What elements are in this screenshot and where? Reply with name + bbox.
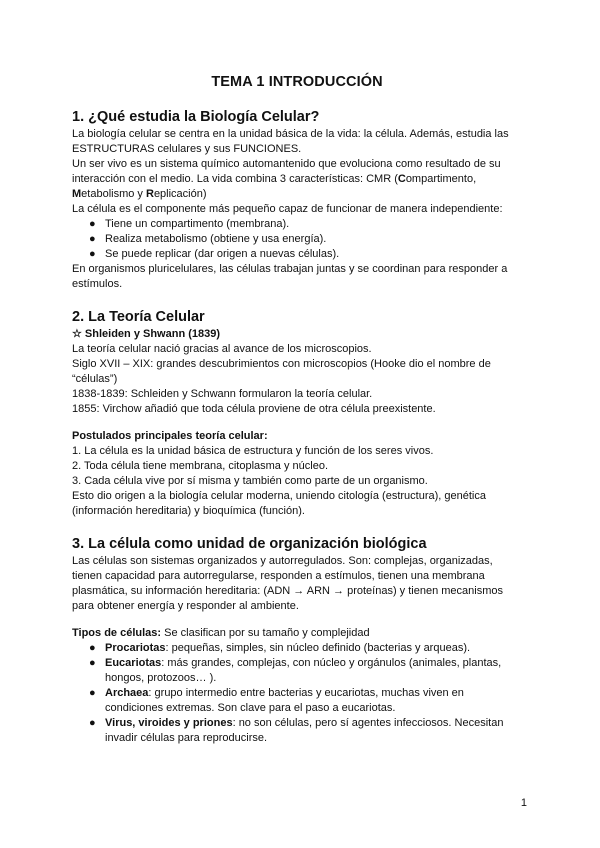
section-2: [72, 308, 522, 519]
document-body: [72, 74, 522, 746]
list-item-text: Tiene un compartimento (membrana).: [105, 218, 290, 230]
s2-line-1: La teoría celular nació gracias al avance de los microscopios.: [72, 343, 372, 355]
list-item: [72, 217, 522, 232]
list-item-text: Se puede replicar (dar origen a nuevas células).: [105, 248, 340, 260]
bullet-icon: ●: [89, 218, 96, 230]
cmr-rest-r: eplicación): [153, 188, 207, 200]
cell-type-name: Archaea: [105, 687, 149, 699]
cmr-letter-m: M: [72, 188, 82, 200]
cell-type-desc: : pequeñas, simples, sin núcleo definido (bacterias y arqueas).: [165, 642, 471, 654]
postulate-3: 3. Cada célula vive por sí misma y también como parte de un organismo.: [72, 475, 428, 487]
section-2-heading: 2. La Teoría Celular: [72, 309, 205, 325]
s2-star-line: ☆ Shleiden y Shwann (1839): [72, 328, 221, 340]
s2-line-2: Siglo XVII – XIX: grandes descubrimientos con microscopios (Hooke dio el nombre de “células”): [72, 358, 491, 385]
section-1: [72, 108, 522, 292]
list-item: [72, 641, 522, 656]
cell-type-name: Procariotas: [105, 642, 166, 654]
cell-type-name: Eucariotas: [105, 657, 162, 669]
cell-type-desc: : no son células, pero sí agentes infecciosos. Necesitan invadir células para reproducirse.: [105, 717, 504, 744]
s1-paragraph-2: [72, 157, 522, 202]
s1-paragraph-1: La biología celular se centra en la unidad básica de la vida: la célula. Además, estudia las ESTRUCTURAS celulares y sus FUNCIONES.: [72, 128, 509, 155]
postulate-2: 2. Toda célula tiene membrana, citoplasma y núcleo.: [72, 460, 328, 472]
section-3-heading: 3. La célula como unidad de organización biológica: [72, 536, 427, 552]
s2-line-3: 1838-1839: Schleiden y Schwann formularon la teoría celular.: [72, 388, 373, 400]
bullet-icon: ●: [89, 233, 96, 245]
types-label: Tipos de células:: [72, 627, 162, 639]
cmr-rest-c: ompartimento,: [405, 173, 477, 185]
cmr-letter-c: C: [397, 173, 406, 185]
cmr-letter-r: R: [145, 188, 154, 200]
section-1-heading: 1. ¿Qué estudia la Biología Celular?: [72, 109, 320, 125]
postulates-title: Postulados principales teoría celular:: [72, 430, 268, 442]
types-intro: [72, 626, 522, 641]
list-item: [72, 686, 522, 716]
s3-paragraph-1: Las células son sistemas organizados y autorregulados. Son: complejas, organizadas, tienen capacidad para autorregularse, responden a estímulos, tienen una membrana plasmática, su información hereditaria: (ADN → ARN → proteínas) y tienen mecanismos para obtener energía y responder al ambiente.: [72, 555, 504, 612]
list-item: [72, 656, 522, 686]
page-number: 1: [520, 797, 527, 809]
s1-paragraph-2-text: Un ser vivo es un sistema químico automantenido que evoluciona como resultado de su interacción con el medio. La vida combina 3 características: CMR (: [72, 158, 501, 185]
bullet-icon: ●: [89, 717, 96, 729]
cell-type-name: Virus, viroides y priones: [105, 717, 233, 729]
document-title: TEMA 1 INTRODUCCIÓN: [211, 74, 383, 90]
s1-bullet-list: [72, 217, 522, 262]
list-item: [72, 716, 522, 746]
list-item: [72, 232, 522, 247]
bullet-icon: ●: [89, 642, 96, 654]
types-intro-text: Se clasifican por su tamaño y complejidad: [161, 627, 370, 639]
s2-closing: Esto dio origen a la biología celular moderna, uniendo citología (estructura), genética (información hereditaria) y bioquímica (función).: [72, 490, 486, 517]
s1-paragraph-3: La célula es el componente más pequeño capaz de funcionar de manera independiente:: [72, 203, 503, 215]
cell-types-list: [72, 641, 522, 746]
s2-line-4: 1855: Virchow añadió que toda célula proviene de otra célula preexistente.: [72, 403, 436, 415]
list-item: [72, 247, 522, 262]
bullet-icon: ●: [89, 687, 96, 699]
cell-type-desc: : más grandes, complejas, con núcleo y orgánulos (animales, plantas, hongos, protozoos… ).: [105, 657, 502, 684]
list-item-text: Realiza metabolismo (obtiene y usa energía).: [105, 233, 327, 245]
cmr-rest-m: etabolismo y: [81, 188, 146, 200]
bullet-icon: ●: [89, 657, 96, 669]
section-3: [72, 535, 522, 746]
cell-type-desc: : grupo intermedio entre bacterias y eucariotas, muchas viven en condiciones extremas. Son clave para el paso a eucariotas.: [105, 687, 464, 714]
s1-paragraph-4: En organismos pluricelulares, las células trabajan juntas y se coordinan para responder a estímulos.: [72, 263, 508, 290]
bullet-icon: ●: [89, 248, 96, 260]
postulate-1: 1. La célula es la unidad básica de estructura y función de los seres vivos.: [72, 445, 434, 457]
